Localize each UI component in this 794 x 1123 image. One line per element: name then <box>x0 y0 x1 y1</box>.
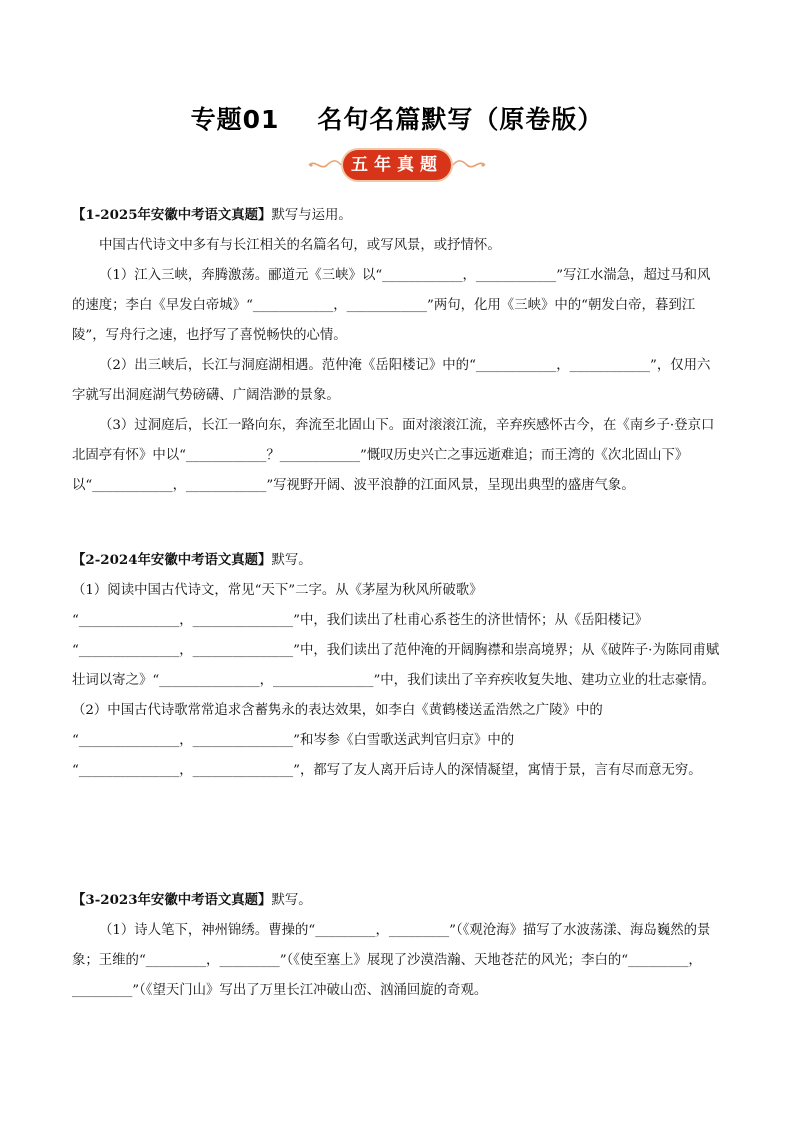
title-sub: 名句名篇默写（原卷版） <box>317 105 604 134</box>
q3-header-tag: 【3-2023年安徽中考语文真题】 <box>72 892 272 908</box>
q3-header <box>72 885 722 916</box>
q2-line-5: “_______________，_______________”和岑参《白雪歌送武判官归京》中的 <box>72 733 515 748</box>
page-title <box>0 100 794 136</box>
q2-line-6: “_______________，_______________”，都写了友人离开后诗人的深情凝望，寓情于景，言有尽而意无穷。 <box>72 763 702 778</box>
ornament-right-icon <box>451 158 487 172</box>
q3-part-1: （1）诗人笔下，神州锦绣。曹操的“_________，_________”（《观沧海》描写了水波荡漾、海岛巍然的景象；王维的“_________，_________”（《使至塞上》展现了沙漠浩瀚、天地苍茫的风光；李白的“_________，_________”（《望天门山》写出了万里长江冲破山峦、汹涌回旋的奇观。 <box>72 923 711 998</box>
q2-line-2: “_______________，_______________”中，我们读出了杜甫心系苍生的济世情怀；从《岳阳楼记》 <box>72 613 649 628</box>
q2-header-tag: 【2-2024年安徽中考语文真题】 <box>72 552 272 568</box>
q1-part-3: （3）过洞庭后，长江一路向东，奔流至北固山下。面对滚滚江流，辛弃疾感怀古今，在《南乡子·登京口北固亭有怀》中以“____________？____________”慨叹历史兴亡之事远逝难追；而王湾的《次北固山下》以“____________，____________”写视野开阔、波平浪静的江面风景，呈现出典型的盛唐气象。 <box>72 418 715 493</box>
banner-label: 五年真题 <box>351 155 443 175</box>
q1-header-tag: 【1-2025年安徽中考语文真题】 <box>72 207 272 223</box>
question-1 <box>72 200 722 501</box>
q2-line-4: （2）中国古代诗歌常常追求含蓄隽永的表达效果，如李白《黄鹤楼送孟浩然之广陵》中的 <box>72 703 603 718</box>
q3-header-rest: 默写。 <box>271 893 312 908</box>
q2-line-3: “_______________，_______________”中，我们读出了范仲淹的开阔胸襟和崇高境界；从《破阵子·为陈同甫赋壮词以寄之》“_______________，_______________”中，我们读出了辛弃疾收复失地、建功立业的壮志豪情。 <box>72 643 720 688</box>
ornament-left-icon <box>307 158 343 172</box>
q1-header-rest: 默写与运用。 <box>271 208 352 223</box>
section-banner <box>307 148 487 182</box>
q1-intro: 中国古代诗文中多有与长江相关的名篇名句，或写风景，或抒情怀。 <box>99 238 501 253</box>
question-3 <box>72 885 722 1006</box>
q2-header <box>72 545 722 576</box>
q1-header <box>72 200 722 231</box>
q2-header-rest: 默写。 <box>271 553 312 568</box>
q1-part-1: （1）江入三峡，奔腾激荡。郦道元《三峡》以“____________，____________”写江水湍急，超过马和风的速度；李白《早发白帝城》“____________，____________”两句，化用《三峡》中的“朝发白帝，暮到江陵”，写舟行之速，也抒写了喜悦畅快的心情。 <box>72 268 711 343</box>
q1-part-2: （2）出三峡后，长江与洞庭湖相遇。范仲淹《岳阳楼记》中的“____________，____________”，仅用六字就写出洞庭湖气势磅礴、广阔浩渺的景象。 <box>72 358 711 403</box>
title-main: 专题01 <box>190 105 280 134</box>
q2-line-1: （1）阅读中国古代诗文，常见“天下”二字。从《茅屋为秋风所破歌》 <box>72 583 483 598</box>
banner-pill <box>343 150 451 180</box>
question-2 <box>72 545 722 786</box>
